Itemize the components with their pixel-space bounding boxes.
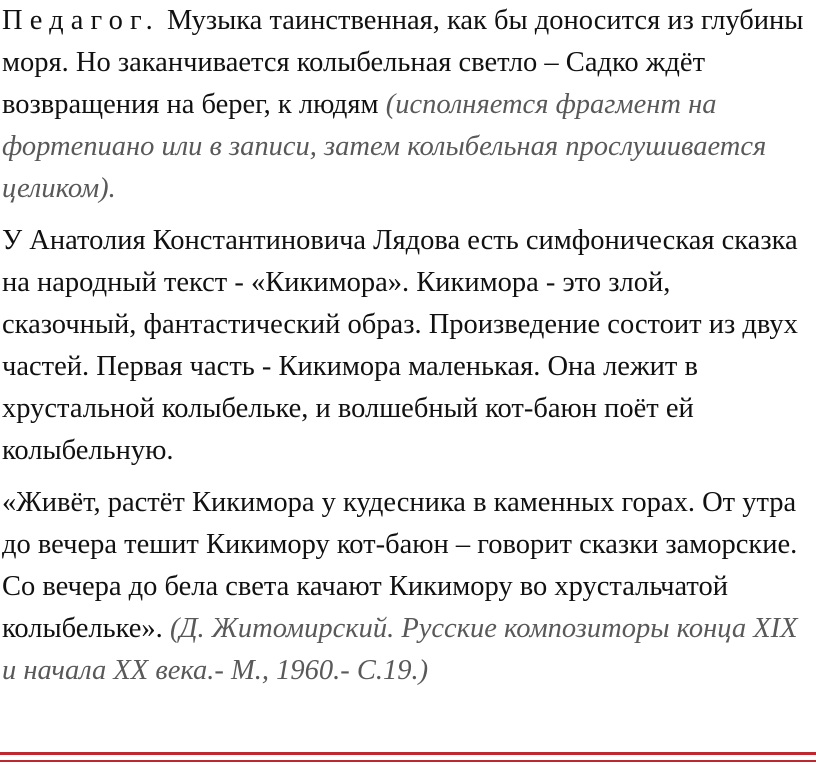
citation-note: (Д. Житомирский. Русские композиторы конца XIX и начала XX века.- М., 1960.- С.19.) xyxy=(2,613,798,686)
footer-rule-top xyxy=(0,752,816,755)
footer-rule-bottom xyxy=(0,760,816,762)
paragraph-3 xyxy=(2,482,810,692)
paragraph-1-note: (исполняется фрагмент на фортепиано или в записи, затем колыбельная прослушивается целиком) xyxy=(2,89,767,204)
paragraph-1 xyxy=(2,0,810,210)
speaker-label: Педагог. xyxy=(2,5,160,36)
paragraph-1-text: Музыка таинственная, как бы доносится из глубины моря. Но заканчивается колыбельная светло – Садко ждёт возвращения на берег, к людям xyxy=(2,5,804,120)
paragraph-1-tail: . xyxy=(108,173,116,204)
paragraph-2 xyxy=(2,220,810,472)
paragraph-2-text: У Анатолия Константиновича Лядова есть симфоническая сказка на народный текст - «Кикимора». Кикимора - это злой, сказочный, фантастический образ. Произведение состоит из двух частей. Первая часть - Кикимора маленькая. Она лежит в хрустальной колыбельке, и волшебный кот-баюн поёт ей колыбельную. xyxy=(2,225,798,466)
paragraph-3-text: «Живёт, растёт Кикимора у кудесника в каменных горах. От утра до вечера тешит Кикимору кот-баюн – говорит сказки заморские. Со вечера до бела света качают Кикимору во хрустальчатой колыбельке». xyxy=(2,487,798,644)
